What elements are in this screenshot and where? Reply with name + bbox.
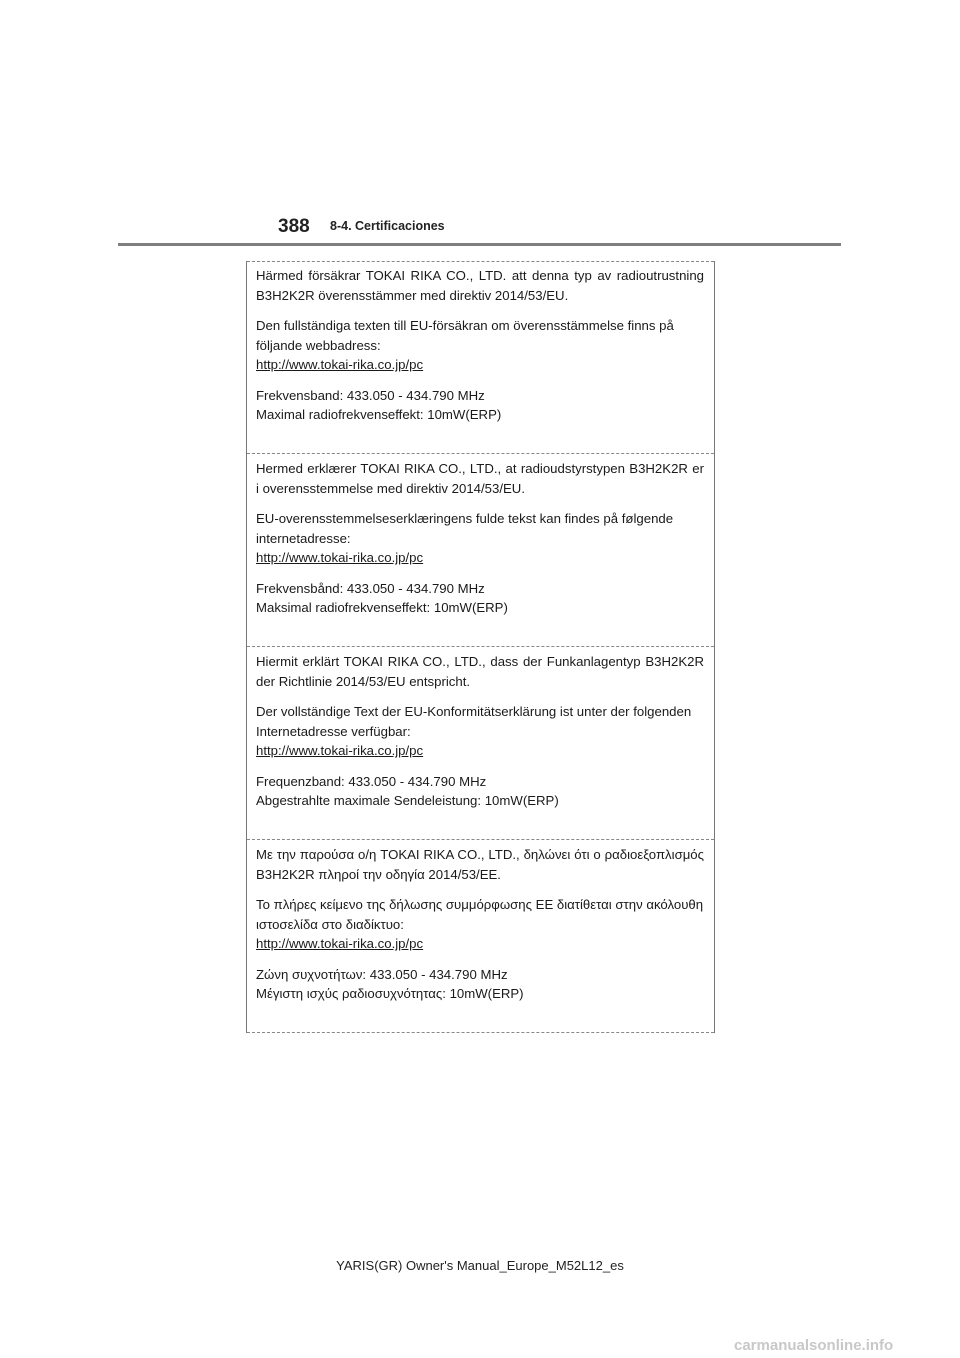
declaration-link[interactable]: http://www.tokai-rika.co.jp/pc [256, 550, 424, 565]
declaration-link[interactable]: http://www.tokai-rika.co.jp/pc [256, 743, 424, 758]
section-title: 8-4. Certificaciones [330, 219, 445, 233]
frequency-band: Frequenzband: 433.050 - 434.790 MHz [256, 773, 487, 789]
watermark: carmanualsonline.info [734, 1337, 894, 1354]
max-power: Maximal radiofrekvenseffekt: 10mW(ERP) [256, 407, 502, 422]
address-intro-text: EU-overensstemmelseserklæringens fulde tekst kan findes på følgende internetadresse: [256, 511, 674, 546]
declaration-link[interactable]: http://www.tokai-rika.co.jp/pc [256, 936, 424, 951]
address-paragraph [256, 316, 704, 375]
frequency-band: Frekvensband: 433.050 - 434.790 MHz [256, 387, 485, 403]
address-intro-text: Το πλήρες κείμενο της δήλωσης συμμόρφωσης ΕΕ διατίθεται στην ακόλουθη ιστοσελίδα στο διαδίκτυο: [256, 897, 704, 932]
address-intro-text: Den fullständiga texten till EU-försäkran om överensstämmelse finns på följande webbadress: [256, 318, 674, 353]
certification-block-german [247, 647, 714, 840]
max-power: Μέγιστη ισχύς ραδιοσυχνότητας: 10mW(ERP) [256, 986, 524, 1001]
address-intro-text: Der vollständige Text der EU-Konformitätserklärung ist unter der folgenden Internetadresse verfügbar: [256, 704, 692, 739]
footer-text: YARIS(GR) Owner's Manual_Europe_M52L12_es [336, 1258, 624, 1273]
header-rule [118, 243, 841, 246]
address-paragraph [256, 702, 704, 761]
max-power: Maksimal radiofrekvenseffekt: 10mW(ERP) [256, 600, 508, 615]
page-number: 388 [278, 216, 310, 237]
address-paragraph [256, 895, 704, 954]
certification-table [246, 261, 715, 1033]
declaration-link[interactable]: http://www.tokai-rika.co.jp/pc [256, 357, 424, 372]
certification-block-danish [247, 454, 714, 647]
declaration-text: Με την παρούσα ο/η TOKAI RIKA CO., LTD., δηλώνει ότι ο ραδιοεξοπλισμός B3H2K2R πληροί την οδηγία 2014/53/ΕΕ. [256, 847, 704, 882]
certification-block-swedish [247, 261, 714, 454]
frequency-band: Ζώνη συχνοτήτων: 433.050 - 434.790 MHz [256, 966, 508, 982]
max-power: Abgestrahlte maximale Sendeleistung: 10mW(ERP) [256, 793, 559, 808]
declaration-text: Hiermit erklärt TOKAI RIKA CO., LTD., dass der Funkanlagentyp B3H2K2R der Richtlinie 2014/53/EU entspricht. [256, 654, 704, 689]
declaration-text: Härmed försäkrar TOKAI RIKA CO., LTD. att denna typ av radioutrustning B3H2K2R överensstämmer med direktiv 2014/53/EU. [256, 268, 704, 303]
certification-block-greek [247, 840, 714, 1033]
address-paragraph [256, 509, 704, 568]
declaration-text: Hermed erklærer TOKAI RIKA CO., LTD., at radioudstyrstypen B3H2K2R er i overensstemmelse med direktiv 2014/53/EU. [256, 461, 704, 496]
frequency-band: Frekvensbånd: 433.050 - 434.790 MHz [256, 580, 485, 596]
